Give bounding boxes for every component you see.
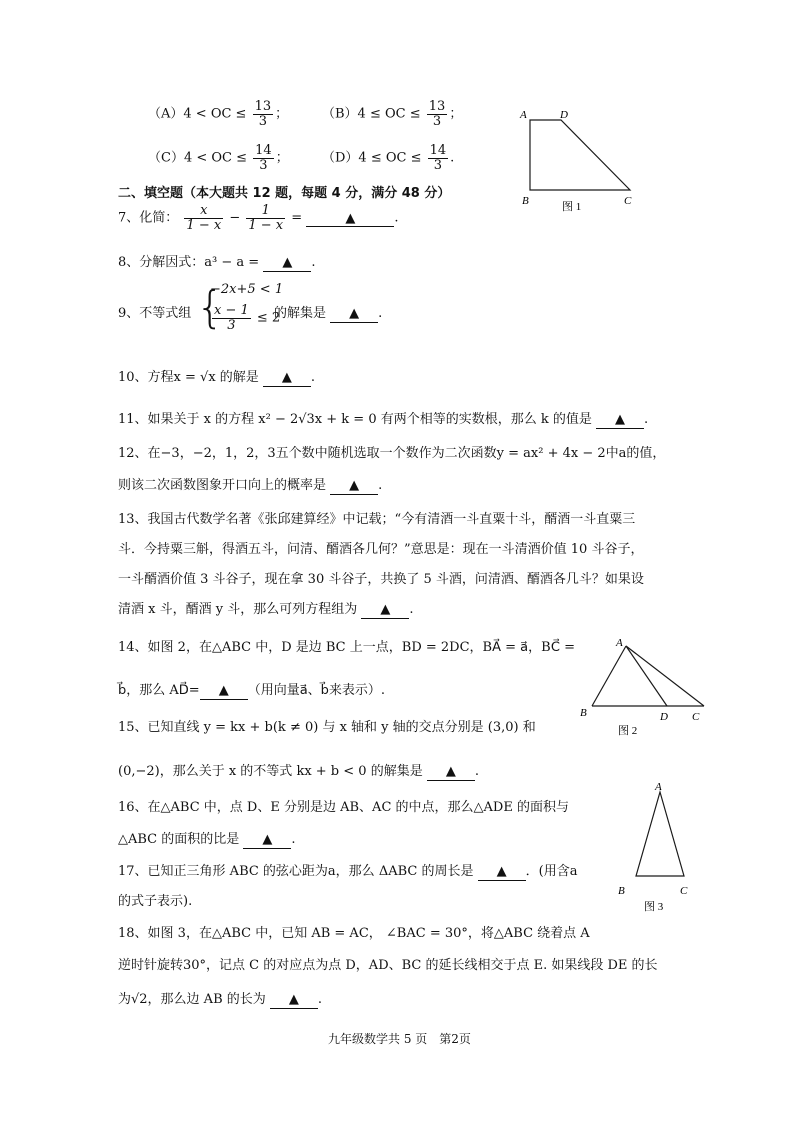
question-12-line-1: 12、在−3，−2，1，2，3五个数中随机选取一个数作为二次函数y = ax² + 4x − 2中a的值， [118,446,666,461]
option-d-label: （D）4 ≤ OC ≤ [322,150,422,166]
option-c-num: 14 [255,143,272,158]
q18-end: . [317,992,323,1007]
q7-f2-den: 1 − x [248,217,284,233]
q16-answer-blank[interactable]: ▲ [243,832,291,849]
option-a-num: 13 [254,99,272,114]
q14-line-2b: （用向量a⃗、b⃗来表示）. [247,683,386,698]
option-c [148,144,289,172]
question-7 [118,204,398,232]
q7-f1-num: x [200,203,208,218]
fig3-triangle-abc [636,792,684,876]
fig2-caption: 图 2 [618,725,638,737]
fig2-side-ac [626,646,704,706]
q11-end: . [644,412,649,427]
q8-end: . [311,255,316,270]
question-11 [118,408,648,429]
option-a [148,100,288,128]
q7-f2-num: 1 [261,203,270,218]
option-a-label: （A）4 < OC ≤ [148,106,247,122]
q15-answer-blank[interactable]: ▲ [427,764,475,781]
fig3-label-a: A [655,781,662,793]
option-d-den: 3 [428,158,449,173]
option-b [322,100,462,128]
option-a-fraction [253,100,274,128]
question-13-line-1: 13、我国古代数学名著《张邱建算经》中记载；“今有清酒一斗直粟十斗，醑酒一斗直粟三 [118,512,636,527]
option-b-fraction [427,100,448,128]
fig1-label-b: B [522,195,529,207]
question-13-line-4 [118,598,414,619]
question-13-line-3: 一斗醑酒价值 3 斗谷子，现在拿 30 斗谷子，共换了 5 斗酒，问清酒、醑酒各几斗？如果设 [118,572,644,587]
question-16-line-1: 16、在△ABC 中，点 D、E 分别是边 AB、AC 的中点，那么△ADE 的面积与 [118,800,569,815]
question-15-line-1: 15、已知直线 y = kx + b(k ≠ 0) 与 x 轴和 y 轴的交点分别是 (3,0) 和 [118,720,536,735]
q15-end: . [474,764,479,779]
page-footer: 九年级数学共 5 页 第2页 [328,1032,471,1046]
q9-fraction-den: 3 [212,318,251,333]
q7-answer-blank[interactable]: ▲ [306,211,394,228]
fig1-label-a: A [520,109,527,121]
q9-line-2 [210,304,280,332]
option-d-fraction [428,144,449,172]
q9-fraction-num: x − 1 [214,303,249,318]
q8-text: 8、分解因式：a³ − a = [118,255,260,270]
q13-line-4-text: 清酒 x 斗，醑酒 y 斗，那么可列方程组为 [118,602,358,617]
fig2-side-ab [592,646,626,706]
question-8 [118,251,315,272]
fig1-label-d: D [560,109,568,121]
q12-end: . [378,478,383,493]
q9-le: ≤ 2 [256,310,281,326]
trapezoid-abcd [530,120,630,190]
fig3-label-b: B [618,885,625,897]
q7-equals: = [291,210,303,226]
q10-end: . [310,370,316,385]
section-2-title: 二、填空题（本大题共 12 题，每题 4 分，满分 48 分） [118,186,451,201]
question-14-line-1: 14、如图 2，在△ABC 中，D 是边 BC 上一点，BD = 2DC，BA⃗ = a⃗，BC⃗ = [118,640,576,655]
q15-line-2-text: (0,−2)，那么关于 x 的不等式 kx + b < 0 的解集是 [118,764,423,779]
q9-prefix: 9、不等式组 [118,306,192,321]
q9-brace: { [196,282,224,333]
question-12-line-2 [118,474,382,495]
q13-answer-blank[interactable]: ▲ [361,602,409,619]
q7-minus: − [229,210,241,226]
q12-line-2-text: 则该二次函数图象开口向上的概率是 [118,478,327,493]
q9-suffix: 的解集是 [274,306,327,321]
option-c-end: ； [275,150,289,166]
fig3-label-c: C [680,885,688,897]
option-b-label: （B）4 ≤ OC ≤ [322,106,421,122]
option-c-fraction [253,144,274,172]
question-18-line-1: 18、如图 3，在△ABC 中，已知 AB = AC， ∠BAC = 30°，将△ABC 绕着点 A [118,926,590,941]
q10-text: 10、方程x = √x 的解是 [118,370,259,385]
option-c-den: 3 [253,158,274,173]
q7-fraction-2 [246,204,285,232]
option-a-end: ； [275,106,289,122]
q14-answer-blank[interactable]: ▲ [200,683,248,700]
fig2-label-b: B [580,707,587,719]
question-15-line-2 [118,760,479,781]
question-17-line-2: 的式子表示). [118,894,193,909]
fig3-caption: 图 3 [644,901,664,913]
q9-answer-blank[interactable]: ▲ [330,306,378,323]
option-b-num: 13 [428,99,446,114]
q7-fraction-1 [184,204,223,232]
option-d [322,144,454,172]
figure-2 [576,632,716,742]
figure-1 [518,104,638,214]
q9-line-1: −2x+5 < 1 [210,282,284,297]
q7-prefix: 7、化简： [118,210,179,226]
q16-end: . [291,832,296,847]
q17-line-1b: ．(用含a [525,864,578,879]
option-c-label: （C）4 < OC ≤ [148,150,248,166]
q7-f1-den: 1 − x [186,217,222,233]
question-16-line-2 [118,828,296,849]
q9-fraction [212,304,251,332]
question-14-line-2 [118,679,385,700]
fig2-label-d: D [660,711,668,723]
q11-text: 11、如果关于 x 的方程 x² − 2√3x + k = 0 有两个相等的实数根，那么 k 的值是 [118,412,592,427]
q12-answer-blank[interactable]: ▲ [330,478,378,495]
fig2-label-a: A [616,637,623,649]
q11-answer-blank[interactable]: ▲ [596,412,644,429]
option-a-den: 3 [253,114,274,129]
figure-3 [612,778,692,918]
fig1-caption: 图 1 [562,201,582,213]
option-d-num: 14 [429,143,447,158]
option-b-den: 3 [427,114,448,129]
question-10 [118,366,315,387]
q14-line-2a: b⃗，那么 AD⃗= [118,683,200,698]
fig1-label-c: C [624,195,632,207]
q13-end: . [409,602,414,617]
question-13-line-2: 斗．今持粟三斛，得酒五斗，问清、醑酒各几何？”意思是：现在一斗清酒价值 10 斗谷子， [118,542,644,557]
q16-line-2-text: △ABC 的面积的比是 [118,832,240,847]
fig2-label-c: C [692,711,700,723]
q18-line-3-text: 为√2，那么边 AB 的长为 [118,992,266,1007]
option-d-end: . [450,150,455,166]
question-18-line-3 [118,988,322,1009]
q9-end: . [378,306,383,321]
q17-answer-blank[interactable]: ▲ [478,864,526,881]
question-17-line-1 [118,860,577,881]
q17-line-1-text: 17、已知正三角形 ABC 的弦心距为a，那么 ΔABC 的周长是 [118,864,474,879]
q18-answer-blank[interactable]: ▲ [270,992,318,1009]
q9-suffix-wrap [274,302,382,323]
q10-answer-blank[interactable]: ▲ [263,370,311,387]
q8-answer-blank[interactable]: ▲ [263,255,311,272]
question-18-line-2: 逆时针旋转30°，记点 C 的对应点为点 D，AD、BC 的延长线相交于点 E. 如果线段 DE 的长 [118,958,658,973]
fig2-segment-ad [626,646,667,706]
q7-end: . [394,210,399,226]
option-b-end: ； [449,106,463,122]
